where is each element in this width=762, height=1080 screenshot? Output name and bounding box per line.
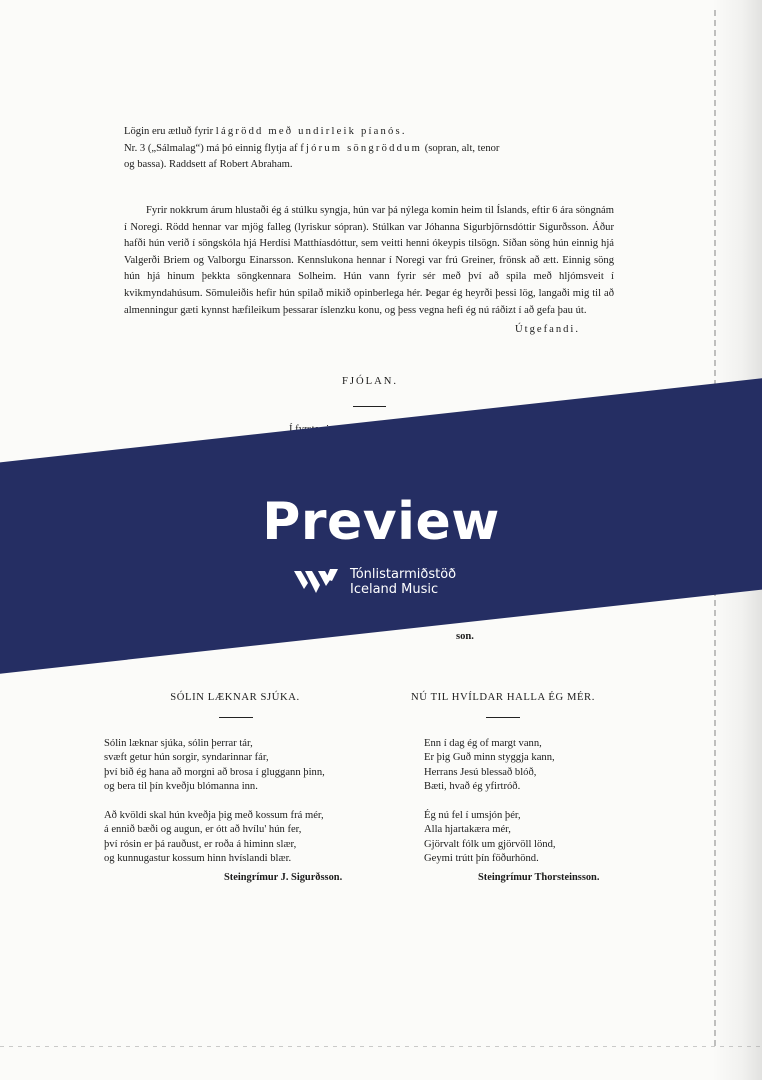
intro-line-3: og bassa). Raddsett af Robert Abraham. [124,159,293,171]
brand-line-1: Tónlistarmiðstöð [350,567,457,582]
left-stanza-2-line: á ennið bæði og augun, er ótt að hvílu' hún fer, [104,824,302,836]
brand-line-2: Iceland Music [350,582,439,597]
intro-line-2-text: Nr. 3 („Sálmalag“) má þó einnig flytja af [124,142,301,154]
left-poem-stanza-1 [104,737,325,795]
left-stanza-1-line: svæft getur hún sorgir, syndarinnar fár, [104,752,269,764]
preface [124,203,614,319]
left-stanza-2-line: og kunnugastur kossum hinn hvíslandi blær. [104,853,292,865]
left-poem-title: SÓLIN LÆKNAR SJÚKA. [170,692,300,703]
left-poem-author: Steingrímur J. Sigurðsson. [224,872,343,883]
left-stanza-1-line: því bið ég hana að morgni að brosa í gluggann þinn, [104,766,325,778]
right-poem-stanza-1 [424,737,555,795]
intro-line-2-spaced: fjórum söngröddum [300,142,423,154]
preview-title: Preview [262,492,500,552]
iceland-music-logo-icon [292,567,344,597]
brand-text [350,567,456,597]
right-stanza-1-line: Bæti, hvað ég yfirtróð. [424,781,521,793]
right-stanza-2-line: Geymi trútt þín föðurhönd. [424,853,539,865]
page-bottom-edge [0,1046,762,1047]
right-poem-author: Steingrímur Thorsteinsson. [478,872,600,883]
left-stanza-2-line: því rósin er þá rauðust, er roða á himinn slær, [104,838,297,850]
right-poem-stanza-2 [424,809,556,867]
right-title-rule [486,717,520,718]
poem-title-fjolan: FJÓLAN. [341,376,399,387]
left-stanza-2-line: Að kvöldi skal hún kveðja þig með kossum frá mér, [104,810,324,821]
left-stanza-1-line: og bera til þín kveðju blómanna inn. [104,781,258,793]
right-stanza-2-line: Ég nú fel í umsjón þér, [424,810,521,821]
right-stanza-1-line: Er þig Guð minn styggja kann, [424,752,555,764]
right-stanza-2-line: Gjörvalt fólk um gjörvöll lönd, [424,838,556,850]
intro-note [124,124,614,174]
intro-line-2 [124,141,614,158]
left-stanza-1-line: Sólin læknar sjúka, sólin þerrar tár, [104,738,253,749]
intro-line-1 [124,124,614,141]
intro-line-2-tail: (sopran, alt, tenor [422,142,500,154]
preface-paragraph: Fyrir nokkrum árum hlustaði ég á stúlku syngja, hún var þá nýlega komin heim til Íslands, eftir 6 ára söngnám í Noregi. Rödd hennar var mjög falleg (lyriskur sópran). Stúlkan var Jóhanna Sigurbjörnsdóttir Sigurðsson. Áður hafði hún verið í söngskóla hjá Herdísi Matthíasdóttur, sem veitti henni ókeypis tilsögn. Síðan söng hún einnig hjá Valgerði Briem og Valborgu Einarsson. Kennslukona hennar í Noregi var frú Greiner, frönsk að ætt. Einnig söng hún hjá hinum þekkta söngkennara Solheim. Hún vann fyrir sér með því að spila með hljómsveit í kvikmyndahúsum. Sömuleiðis hefir hún spilað mikið opinberlega hér. Þegar ég heyrði þessi lög, langaði mig til að almenningur gæti kynnst hæfileikum þessarar íslenzku konu, og þess vegna hefi ég nú ráðizt í að gefa þau út. [124,205,614,316]
right-stanza-1-line: Herrans Jesú blessað blóð, [424,766,537,778]
poem-author-fragment: son. [456,631,474,642]
intro-line-1-spaced: lágrödd með undirleik píanós. [215,126,407,137]
brand-logo [292,567,456,597]
left-poem-stanza-2 [104,809,324,867]
publisher-signature: Útgefandi. [515,324,581,335]
title-rule [353,406,386,407]
right-poem-title: NÚ TIL HVÍLDAR HALLA ÉG MÉR. [411,692,595,703]
left-title-rule [219,717,253,718]
right-stanza-2-line: Alla hjartakæra mér, [424,824,511,836]
right-stanza-1-line: Enn í dag ég of margt vann, [424,738,542,749]
intro-line-1-text: Lögin eru ætluð fyrir [124,126,216,137]
